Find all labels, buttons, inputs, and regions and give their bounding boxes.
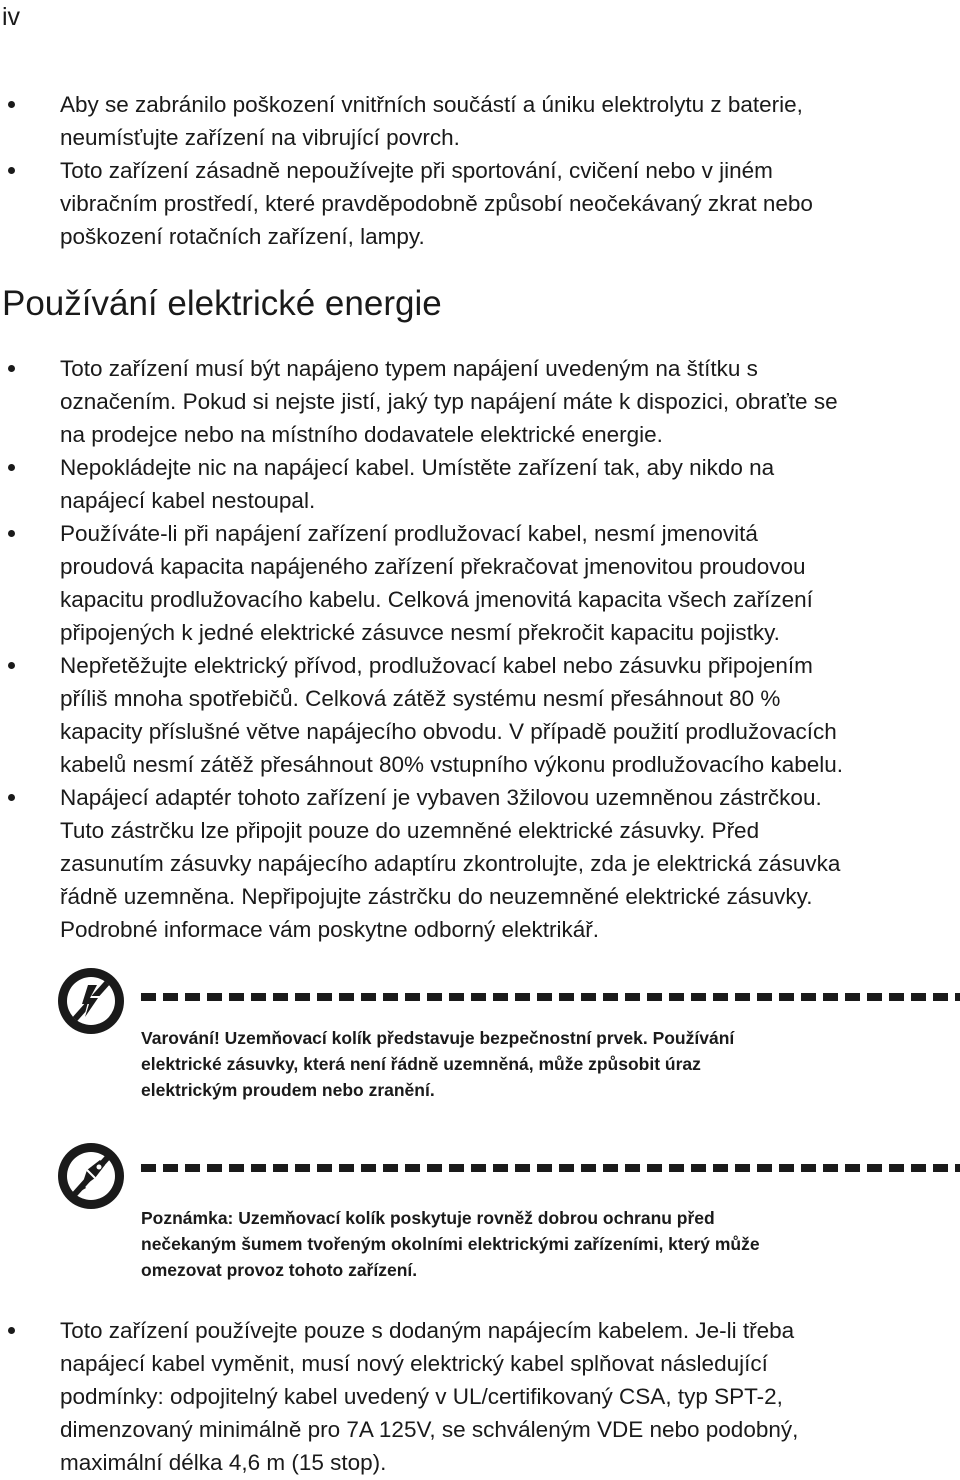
list-item — [0, 451, 960, 517]
bullet-text: Nepřetěžujte elektrický přívod, prodlužovací kabel nebo zásuvku připojením příliš mnoha spotřebičů. Celková zátěž systému nesmí přesáhnout 80 % kapacity příslušné větve napájecího obvodu. V případě použití prodlužovacích kabelů nesmí zátěž přesáhnout 80% vstupního výkonu prodlužovacího kabelu. — [60, 653, 843, 777]
power-bullet-list — [0, 352, 960, 946]
bullet-icon — [8, 464, 15, 471]
list-item — [0, 649, 960, 781]
list-item — [0, 352, 960, 451]
bullet-icon — [8, 662, 15, 669]
lightning-warning-icon — [55, 965, 127, 1037]
list-item — [0, 88, 960, 154]
bullet-icon — [8, 101, 15, 108]
section-heading: Používání elektrické energie — [2, 284, 442, 323]
bullet-icon — [8, 794, 15, 801]
bullet-text: Toto zařízení musí být napájeno typem napájení uvedeným na štítku s označením. Pokud si nejste jistí, jaký typ napájení máte k dispozici, obraťte se na prodejce nebo na místního dodavatele elektrické energie. — [60, 356, 838, 447]
bullet-text: Používáte-li při napájení zařízení prodlužovací kabel, nesmí jmenovitá proudová kapacita napájeného zařízení překračovat jmenovitou proudovou kapacitu prodlužovacího kabelu. Celková jmenovitá kapacita všech zařízení připojených k jedné elektrické zásuvce nesmí překročit kapacitu pojistky. — [60, 521, 813, 645]
bullet-text: Toto zařízení zásadně nepoužívejte při sportování, cvičení nebo v jiném vibračním prostředí, které pravděpodobně způsobí neočekávaný zkrat nebo poškození rotačních zařízení, lampy. — [60, 158, 813, 249]
dashed-divider — [141, 1164, 960, 1172]
bullet-icon — [8, 167, 15, 174]
note-text: Poznámka: Uzemňovací kolík poskytuje rovněž dobrou ochranu před nečekaným šumem tvořeným okolními elektrickými zařízeními, který může omezovat provoz tohoto zařízení. — [141, 1208, 760, 1280]
warning-text: Varování! Uzemňovací kolík představuje bezpečnostní prvek. Používání elektrické zásuvky, která není řádně uzemněná, může způsobit úraz elektrickým proudem nebo zranění. — [141, 1028, 735, 1100]
bullet-icon — [8, 1327, 15, 1334]
pen-note-icon — [55, 1140, 127, 1212]
intro-bullet-list — [0, 88, 960, 253]
bullet-icon — [8, 530, 15, 537]
bullet-text: Nepokládejte nic na napájecí kabel. Umístěte zařízení tak, aby nikdo na napájecí kabel nestoupal. — [60, 455, 775, 513]
list-item — [0, 154, 960, 253]
bullet-text: Napájecí adaptér tohoto zařízení je vybaven 3žilovou uzemněnou zástrčkou. Tuto zástrčku lze připojit pouze do uzemněné elektrické zásuvky. Před zasunutím zásuvky napájecího adaptíru zkontrolujte, zda je elektrická zásuvka řádně uzemněna. Nepřipojujte zástrčku do neuzemněné elektrické zásuvky. Podrobné informace vám poskytne odborný elektrikář. — [60, 785, 841, 942]
list-item — [0, 1314, 960, 1479]
dashed-divider — [141, 993, 960, 1001]
bullet-icon — [8, 365, 15, 372]
bullet-text: Aby se zabránilo poškození vnitřních součástí a úniku elektrolytu z baterie, neumísťujte zařízení na vibrující povrch. — [60, 92, 803, 150]
bullet-text: Toto zařízení používejte pouze s dodaným napájecím kabelem. Je-li třeba napájecí kabel vyměnit, musí nový elektrický kabel splňovat následující podmínky: odpojitelný kabel uvedený v UL/certifikovaný CSA, typ SPT-2, dimenzovaný minimálně pro 7A 125V, se schváleným VDE nebo podobný, maximální délka 4,6 m (15 stop). — [60, 1318, 799, 1475]
list-item — [0, 781, 960, 946]
list-item — [0, 517, 960, 649]
final-bullet-list — [0, 1314, 960, 1479]
page-number: iv — [2, 3, 21, 31]
